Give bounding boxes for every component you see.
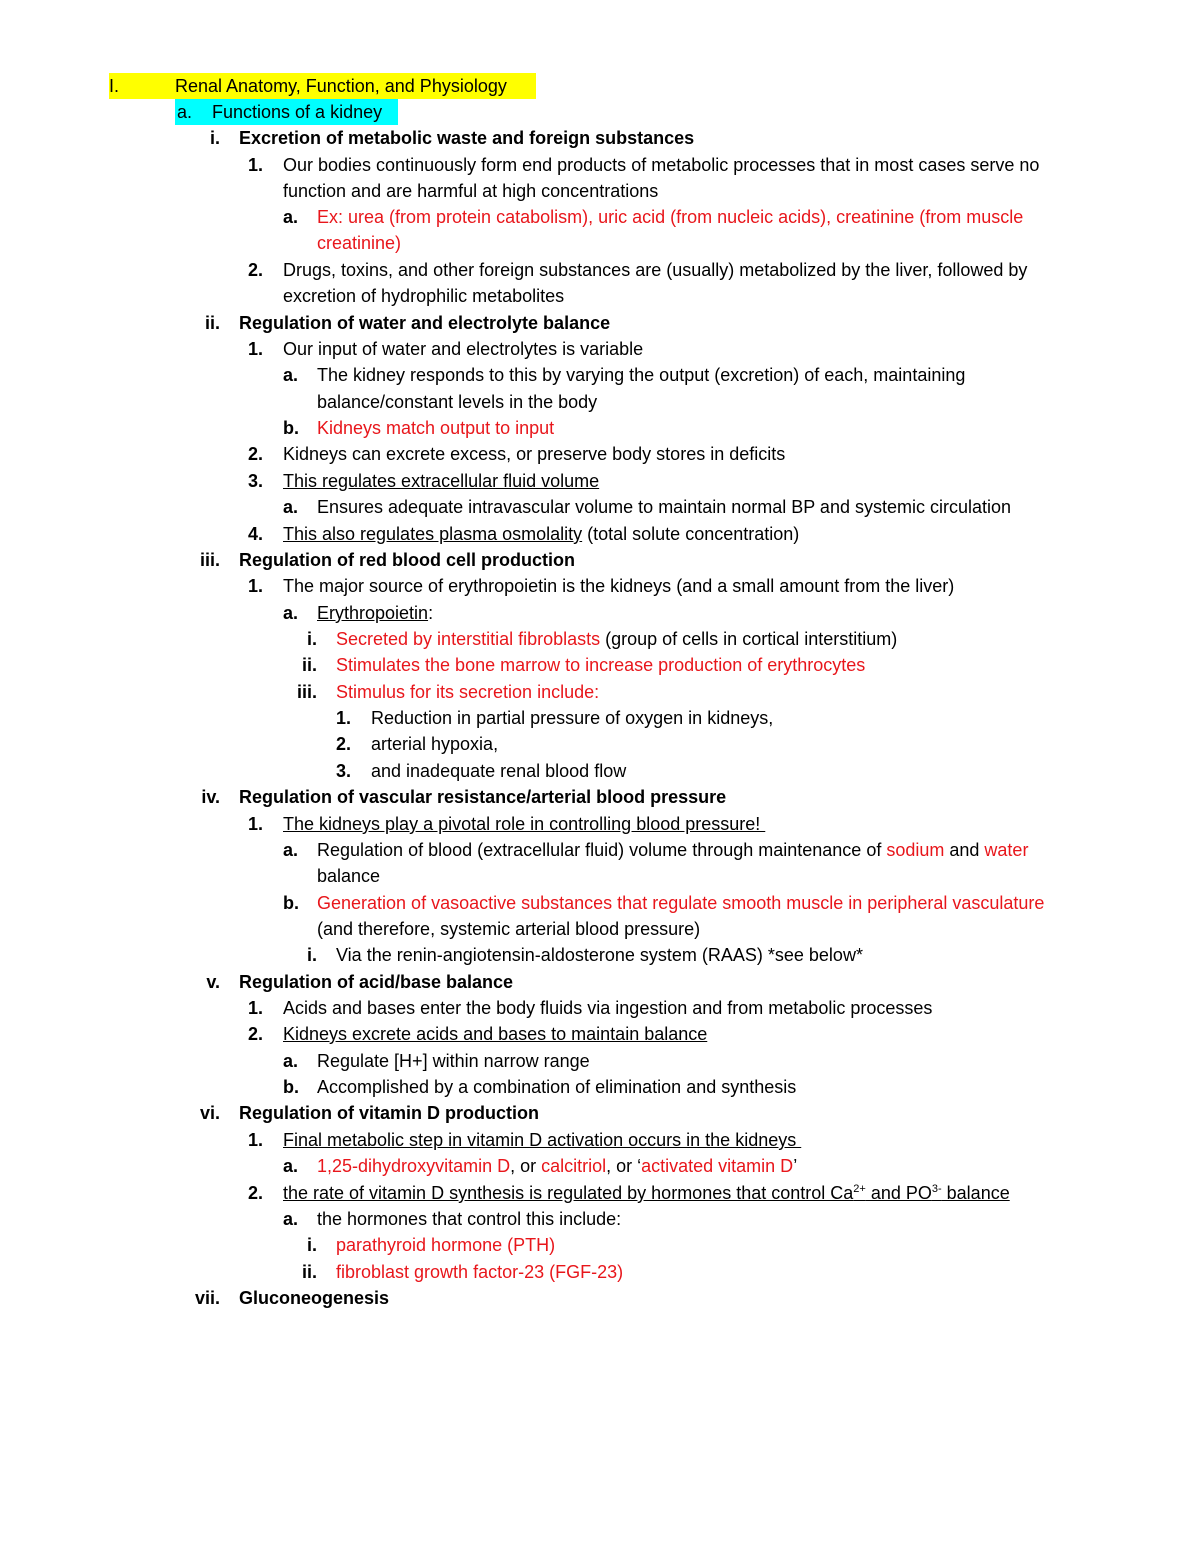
outline-marker: a. xyxy=(283,1051,299,1071)
item-text: Regulation of vitamin D production xyxy=(239,1103,539,1123)
item-text: and PO xyxy=(865,1183,932,1203)
section-heading: Renal Anatomy, Function, and Physiology xyxy=(175,76,507,96)
outline-marker: a. xyxy=(283,1209,299,1229)
item-text: Kidneys match output to input xyxy=(317,418,555,438)
item-text: excretion of hydrophilic metabolites xyxy=(283,286,565,306)
item-text: function and are harmful at high concentrations xyxy=(283,181,659,201)
item-text: Regulation of red blood cell production xyxy=(239,550,575,570)
outline-marker: 1. xyxy=(248,814,264,834)
item-text: Reduction in partial pressure of oxygen in kidneys, xyxy=(371,708,774,728)
item-text: parathyroid hormone (PTH) xyxy=(336,1235,556,1255)
item-text: the hormones that control this include: xyxy=(317,1209,622,1229)
item-text: and xyxy=(944,840,985,860)
item-text-underlined: Erythropoietin xyxy=(317,603,429,623)
item-text: , or xyxy=(510,1156,542,1176)
item-text: (total solute concentration) xyxy=(582,524,800,544)
outline-marker: 1. xyxy=(248,998,264,1018)
outline-marker: 2. xyxy=(248,1183,264,1203)
outline-marker: 2. xyxy=(248,444,264,464)
outline-marker: a. xyxy=(283,1156,299,1176)
outline-marker: 1. xyxy=(336,708,352,728)
item-text: Via the renin-angiotensin-aldosterone system (RAAS) *see below* xyxy=(336,945,863,965)
item-text-red: Secreted by interstitial fibroblasts xyxy=(336,629,601,649)
item-text: Acids and bases enter the body fluids via ingestion and from metabolic processes xyxy=(283,998,933,1018)
outline-marker: 4. xyxy=(248,524,264,544)
item-text: Regulation of acid/base balance xyxy=(239,972,514,992)
item-text: balance xyxy=(941,1183,1010,1203)
item-text: Final metabolic step in vitamin D activation occurs in the kidneys xyxy=(283,1130,802,1150)
item-text: Excretion of metabolic waste and foreign substances xyxy=(239,128,695,148)
outline-marker: 1. xyxy=(248,339,264,359)
outline-marker: v. xyxy=(206,972,220,992)
item-text: (and therefore, systemic arterial blood pressure) xyxy=(317,919,701,939)
outline-marker: a. xyxy=(283,497,299,517)
outline-marker: iii. xyxy=(199,550,220,570)
item-text: The major source of erythropoietin is the kidneys (and a small amount from the liver) xyxy=(283,576,955,596)
item-text: Kidneys can excrete excess, or preserve body stores in deficits xyxy=(283,444,786,464)
outline-marker: I. xyxy=(109,76,120,96)
outline-marker: ii. xyxy=(301,1262,317,1282)
outline-marker: ii. xyxy=(301,655,317,675)
item-text: fibroblast growth factor-23 (FGF-23) xyxy=(336,1262,624,1282)
item-text: Regulation of blood (extracellular fluid) volume through maintenance of xyxy=(317,840,887,860)
item-text: Stimulus for its secretion include: xyxy=(336,682,600,702)
item-text: Kidneys excrete acids and bases to maintain balance xyxy=(283,1024,708,1044)
superscript: 3- xyxy=(931,1183,942,1195)
item-text: creatinine) xyxy=(317,233,402,253)
outline-marker: b. xyxy=(283,1077,299,1097)
outline-marker: 3. xyxy=(336,761,352,781)
outline-marker: a. xyxy=(283,840,299,860)
item-text-underlined: This also regulates plasma osmolality xyxy=(283,524,583,544)
item-text-red: activated vitamin D xyxy=(641,1156,794,1176)
outline-marker: a. xyxy=(283,207,299,227)
outline-marker: i. xyxy=(306,629,317,649)
item-text: Regulation of water and electrolyte balance xyxy=(239,313,611,333)
item-text: The kidney responds to this by varying the output (excretion) of each, maintaining xyxy=(317,365,966,385)
outline-marker: ii. xyxy=(204,313,220,333)
outline-marker: 3. xyxy=(248,471,264,491)
item-text: ’ xyxy=(793,1156,798,1176)
item-text: : xyxy=(428,603,434,623)
outline-marker: b. xyxy=(283,418,299,438)
item-text: balance xyxy=(317,866,381,886)
outline-marker: 2. xyxy=(336,734,352,754)
item-text: , or ‘ xyxy=(606,1156,642,1176)
outline-marker: a. xyxy=(283,365,299,385)
item-text: Our bodies continuously form end products of metabolic processes that in most cases serve no xyxy=(283,155,1040,175)
item-text: Our input of water and electrolytes is variable xyxy=(283,339,644,359)
item-text-red: water xyxy=(984,840,1029,860)
superscript: 2+ xyxy=(853,1183,866,1195)
outline-marker: 1. xyxy=(248,576,264,596)
item-text: and inadequate renal blood flow xyxy=(371,761,627,781)
outline-marker: b. xyxy=(283,893,299,913)
item-text-red: 1,25-dihydroxyvitamin D xyxy=(317,1156,511,1176)
outline-marker: i. xyxy=(306,1235,317,1255)
subsection-heading: Functions of a kidney xyxy=(212,102,383,122)
outline-marker: a. xyxy=(177,102,193,122)
item-text: Regulation of vascular resistance/arterial blood pressure xyxy=(239,787,727,807)
outline-marker: iii. xyxy=(296,682,317,702)
item-text: Ex: urea (from protein catabolism), uric acid (from nucleic acids), creatinine (from muscle xyxy=(317,207,1024,227)
item-text: Ensures adequate intravascular volume to maintain normal BP and systemic circulation xyxy=(317,497,1012,517)
outline-marker: vii. xyxy=(194,1288,220,1308)
item-text: Gluconeogenesis xyxy=(239,1288,390,1308)
outline-marker: i. xyxy=(306,945,317,965)
outline-marker: iv. xyxy=(201,787,220,807)
outline-marker: a. xyxy=(283,603,299,623)
item-text: Generation of vasoactive substances that regulate smooth muscle in peripheral vasculature xyxy=(317,893,1045,913)
item-text: balance/constant levels in the body xyxy=(317,392,598,412)
item-text: Drugs, toxins, and other foreign substances are (usually) metabolized by the liver, followed by xyxy=(283,260,1028,280)
outline-marker: vi. xyxy=(199,1103,220,1123)
item-text-red: calcitriol xyxy=(541,1156,607,1176)
item-text: Regulate [H+] within narrow range xyxy=(317,1051,590,1071)
item-text: arterial hypoxia, xyxy=(371,734,499,754)
outline-marker: 1. xyxy=(248,155,264,175)
item-text: the rate of vitamin D synthesis is regulated by hormones that control Ca xyxy=(283,1183,854,1203)
outline-marker: 2. xyxy=(248,260,264,280)
outline-marker: i. xyxy=(209,128,220,148)
item-text: This regulates extracellular fluid volume xyxy=(283,471,600,491)
item-text: The kidneys play a pivotal role in controlling blood pressure! xyxy=(283,814,766,834)
item-text: Stimulates the bone marrow to increase production of erythrocytes xyxy=(336,655,866,675)
item-text-red: sodium xyxy=(886,840,945,860)
outline-marker: 1. xyxy=(248,1130,264,1150)
item-text: Accomplished by a combination of elimination and synthesis xyxy=(317,1077,797,1097)
item-text: (group of cells in cortical interstitium) xyxy=(600,629,898,649)
outline-marker: 2. xyxy=(248,1024,264,1044)
